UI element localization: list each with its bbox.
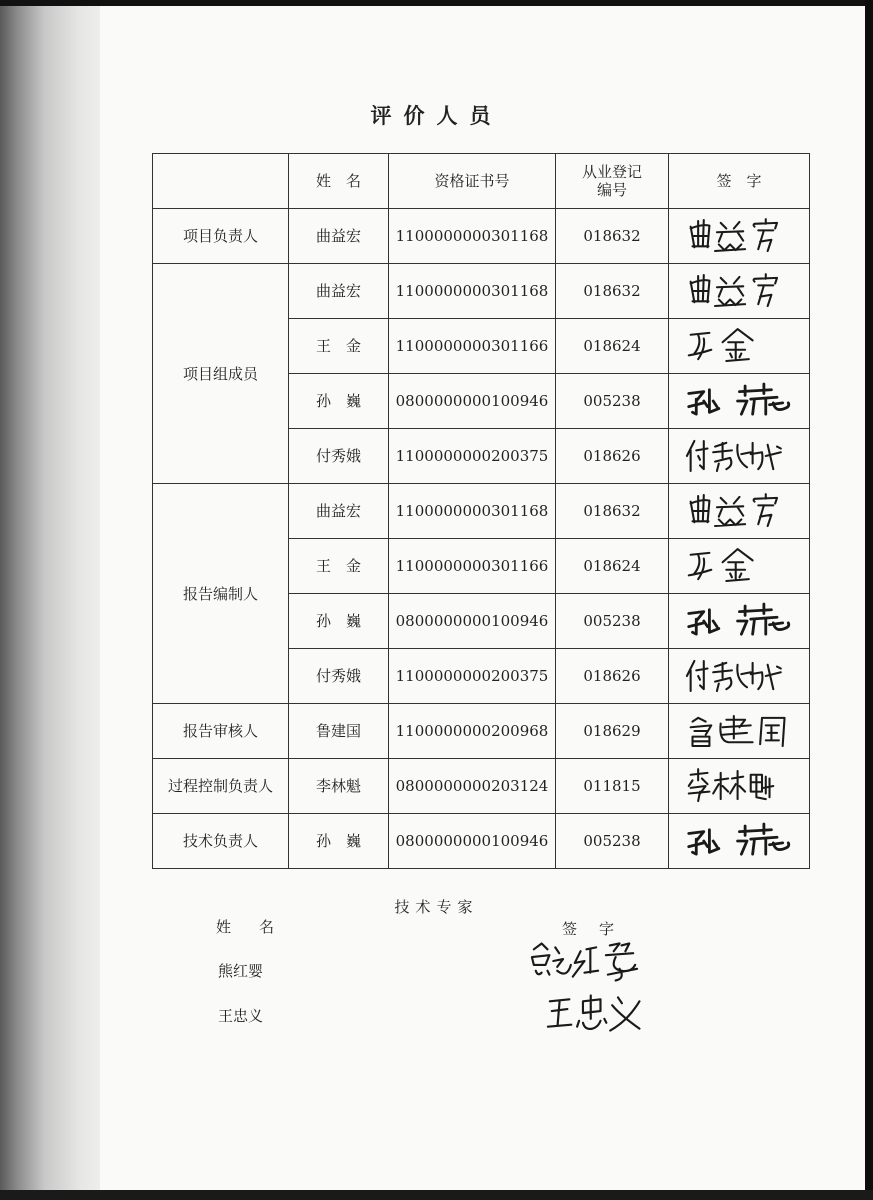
cert-cell: 1100000000200375 [389, 429, 556, 484]
cert-cell: 0800000000203124 [389, 759, 556, 814]
table-row [153, 704, 810, 759]
signature-image [669, 490, 809, 532]
cert-cell: 1100000000301168 [389, 264, 556, 319]
evaluators-table [152, 153, 810, 869]
expert-signature-image [544, 990, 656, 1036]
signature-cell [669, 649, 810, 704]
cert-cell: 1100000000301168 [389, 484, 556, 539]
name-cell: 鲁建国 [289, 704, 389, 759]
reg-cell: 018632 [556, 209, 669, 264]
table-row [153, 759, 810, 814]
reg-cell: 018624 [556, 539, 669, 594]
reg-cell: 011815 [556, 759, 669, 814]
header-cert: 资格证书号 [389, 154, 556, 209]
cert-cell: 0800000000100946 [389, 374, 556, 429]
signature-image [669, 545, 809, 587]
signature-image [669, 820, 809, 862]
signature-cell [669, 209, 810, 264]
page-title: 评价人员 [370, 103, 503, 128]
experts-title: 技术专家 [394, 898, 479, 916]
reg-cell: 018626 [556, 649, 669, 704]
table-row [153, 484, 810, 539]
cert-cell: 0800000000100946 [389, 814, 556, 869]
experts-name-header: 姓名 [216, 918, 303, 936]
signature-cell [669, 539, 810, 594]
role-cell: 报告编制人 [153, 484, 289, 704]
role-cell: 报告审核人 [153, 704, 289, 759]
role-cell: 技术负责人 [153, 814, 289, 869]
header-reg [556, 154, 669, 209]
signature-cell [669, 759, 810, 814]
signature-cell [669, 594, 810, 649]
table-row [153, 814, 810, 869]
header-name: 姓 名 [289, 154, 389, 209]
expert-name: 王忠义 [218, 1007, 264, 1025]
signature-cell [669, 429, 810, 484]
table-header-row [153, 154, 810, 209]
cert-cell: 1100000000301166 [389, 319, 556, 374]
experts-sign-header: 签字 [562, 920, 637, 938]
expert-signature-image [528, 938, 640, 984]
scan-border-top [0, 0, 873, 6]
signature-cell [669, 814, 810, 869]
name-cell: 王 金 [289, 319, 389, 374]
name-cell: 王 金 [289, 539, 389, 594]
scan-border-bottom [0, 1190, 873, 1200]
signature-image [669, 270, 809, 312]
reg-cell: 018624 [556, 319, 669, 374]
role-cell: 项目负责人 [153, 209, 289, 264]
name-cell: 付秀娥 [289, 649, 389, 704]
name-cell: 曲益宏 [289, 484, 389, 539]
name-cell: 曲益宏 [289, 209, 389, 264]
role-cell: 项目组成员 [153, 264, 289, 484]
binding-gutter-shadow [0, 0, 108, 1200]
cert-cell: 0800000000100946 [389, 594, 556, 649]
signature-image [669, 600, 809, 642]
name-cell: 曲益宏 [289, 264, 389, 319]
signature-image [669, 380, 809, 422]
expert-name: 熊红婴 [218, 962, 264, 980]
reg-cell: 018632 [556, 264, 669, 319]
name-cell: 孙 巍 [289, 374, 389, 429]
name-cell: 付秀娥 [289, 429, 389, 484]
signature-image [669, 765, 809, 807]
role-cell: 过程控制负责人 [153, 759, 289, 814]
signature-image [669, 325, 809, 367]
name-cell: 孙 巍 [289, 594, 389, 649]
name-cell: 李林魁 [289, 759, 389, 814]
table-row [153, 209, 810, 264]
reg-cell: 018629 [556, 704, 669, 759]
reg-cell: 005238 [556, 814, 669, 869]
signature-cell [669, 484, 810, 539]
signature-cell [669, 374, 810, 429]
header-reg-label: 从业登记编号 [581, 163, 642, 199]
signature-cell [669, 319, 810, 374]
cert-cell: 1100000000301166 [389, 539, 556, 594]
cert-cell: 1100000000200375 [389, 649, 556, 704]
reg-cell: 005238 [556, 374, 669, 429]
signature-cell [669, 264, 810, 319]
name-cell: 孙 巍 [289, 814, 389, 869]
reg-cell: 018632 [556, 484, 669, 539]
reg-cell: 005238 [556, 594, 669, 649]
cert-cell: 1100000000200968 [389, 704, 556, 759]
header-sign: 签 字 [669, 154, 810, 209]
cert-cell: 1100000000301168 [389, 209, 556, 264]
scan-border-right [865, 0, 873, 1200]
header-role-cell [153, 154, 289, 209]
signature-image [669, 215, 809, 257]
signature-image [669, 710, 809, 752]
signature-image [669, 435, 809, 477]
signature-image [669, 655, 809, 697]
reg-cell: 018626 [556, 429, 669, 484]
table-row [153, 264, 810, 319]
signature-cell [669, 704, 810, 759]
